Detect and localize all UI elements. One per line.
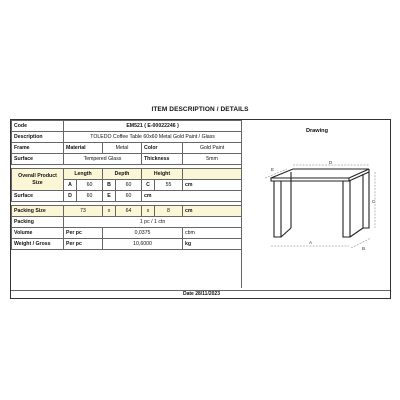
depth-label: Depth	[103, 169, 142, 180]
weight-unit: kg	[183, 239, 242, 250]
surface-row	[12, 154, 242, 165]
weight-label: Weight / Gross	[12, 239, 64, 250]
color-value: Gold Paint	[183, 143, 242, 154]
packing-height: 8	[155, 206, 183, 217]
packing-size-unit: cm	[183, 206, 242, 217]
spec-table	[11, 120, 242, 250]
description-value: TOLEDO Coffee Table 60x60 Metal Gold Paint / Glass	[64, 132, 242, 143]
dim-a-value: 60	[77, 180, 103, 191]
dim-e-value: 60	[116, 191, 142, 202]
packing-size-row	[12, 206, 242, 217]
dim-b-letter: B	[103, 180, 116, 191]
dimension-label-e: E	[271, 167, 275, 172]
tabletop-edge	[271, 178, 349, 181]
document-date: Date 28/11/2023	[183, 291, 220, 297]
front-left-leg	[274, 181, 281, 237]
drawing-panel	[241, 120, 392, 288]
dim-d-value: 60	[77, 191, 103, 202]
packing-width: 64	[116, 206, 142, 217]
packing-length: 73	[64, 206, 103, 217]
volume-label: Volume	[12, 228, 64, 239]
packing-x1: x	[103, 206, 116, 217]
packing-label: Packing	[12, 217, 64, 228]
color-label: Color	[142, 143, 183, 154]
table-drawing	[257, 160, 379, 260]
surface-label: Surface	[12, 154, 64, 165]
dim-a-letter: A	[64, 180, 77, 191]
packing-value: 1 pc / 1 ctn	[64, 217, 242, 228]
page-title: ITEM DESCRIPTION / DETAILS	[151, 106, 249, 113]
thickness-label: Thickness	[142, 154, 183, 165]
description-label: Description	[12, 132, 64, 143]
length-label: Length	[64, 169, 103, 180]
weight-per: Per pc	[64, 239, 103, 250]
front-right-leg	[343, 181, 350, 237]
dim-b-value: 60	[116, 180, 142, 191]
height-label: Height	[142, 169, 183, 180]
dimension-line-b	[351, 238, 371, 248]
code-label: Code	[12, 121, 64, 132]
surface-dims-row	[12, 191, 242, 202]
weight-row	[12, 239, 242, 250]
tabletop-surface	[271, 169, 369, 178]
weight-value: 10,6000	[103, 239, 183, 250]
surface-value: Tempered Glass	[64, 154, 142, 165]
volume-value: 0,0375	[103, 228, 183, 239]
thickness-value: 5mm	[183, 154, 242, 165]
spec-sheet	[10, 119, 391, 299]
material-label: Material	[64, 143, 103, 154]
packing-row	[12, 217, 242, 228]
dim-d-letter: D	[64, 191, 77, 202]
dimension-label-a: A	[309, 240, 313, 245]
dim-c-value: 55	[155, 180, 183, 191]
description-row	[12, 132, 242, 143]
drawing-label: Drawing	[305, 128, 329, 134]
volume-row	[12, 228, 242, 239]
dim-c-letter: C	[142, 180, 155, 191]
overall-header-row	[12, 169, 242, 180]
dim-e-letter: E	[103, 191, 116, 202]
overall-size-label: Overall Product Size	[12, 169, 64, 191]
dimension-line-e	[265, 169, 287, 178]
code-row	[12, 121, 242, 132]
dimension-label-d: D	[329, 160, 333, 165]
code-value: EM521 ( E-00022246 )	[64, 121, 242, 132]
material-value: Metal	[103, 143, 142, 154]
volume-per: Per pc	[64, 228, 103, 239]
dimension-label-c: C	[372, 199, 376, 204]
frame-row	[12, 143, 242, 154]
packing-x2: x	[142, 206, 155, 217]
left-base-rail	[281, 228, 291, 237]
dimension-label-b: B	[362, 246, 366, 251]
overall-unit: cm	[183, 180, 242, 191]
right-base-rail	[350, 228, 363, 237]
volume-unit: cbm	[183, 228, 242, 239]
surface-dims-label: Surface	[12, 191, 64, 202]
packing-size-label: Packing Size	[12, 206, 64, 217]
frame-label: Frame	[12, 143, 64, 154]
surface-dims-unit: cm	[142, 191, 242, 202]
back-right-leg	[363, 172, 369, 228]
